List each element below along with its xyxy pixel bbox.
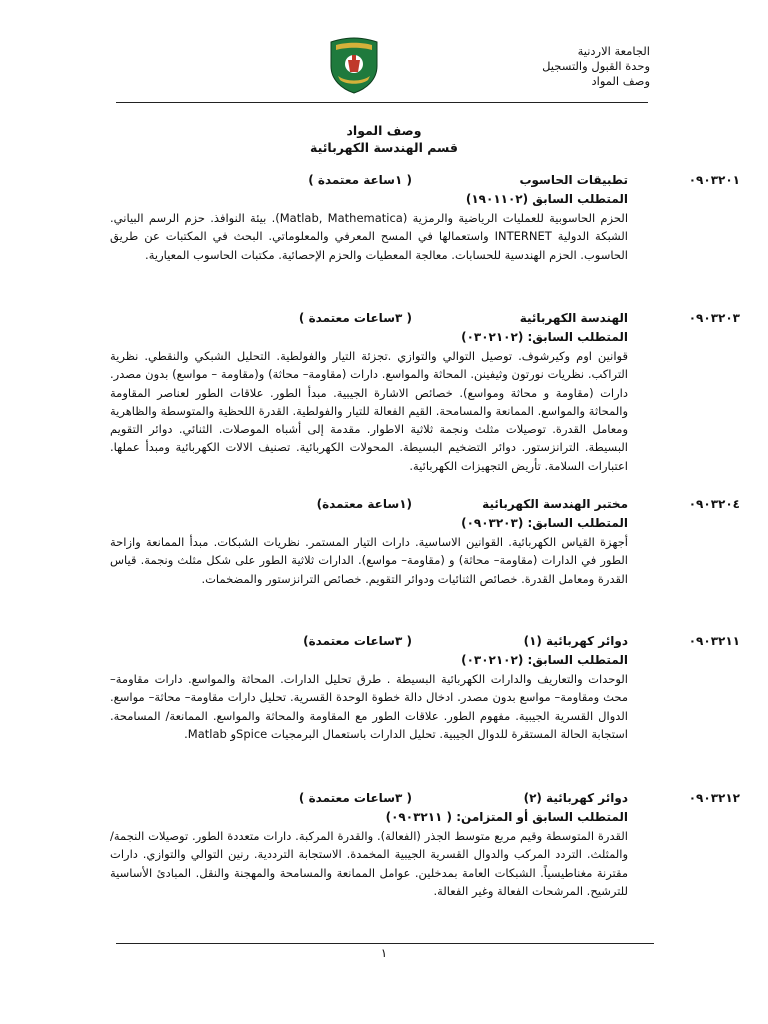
course-description: الحزم الحاسوبية للعمليات الرياضية والرمزية (Matlab, Mathematica). بيئة النوافذ. حزم الرسم البياني. الشبكة الدولية INTERNET واستعمالها في المسح المعرفي والمعلوماتي. البحث في المكتبات عن طريق الحاسوب. الحزم الهندسية للحسابات. معالجة المعطيات والحزم الإحصائية. مكتبات الحاسوب المعيارية. <box>110 211 629 262</box>
course-description: أجهزة القياس الكهربائية. القوانين الاساسية. دارات التيار المستمر. نظريات الشبكات. مبدأ الممانعة وازاحة الطور في الدارات (مقاومة– محاثة) و (مقاومة– مواسع). الدارات ثلاثية الطور على شكل مثلث ونجمة. قياس القدرة ومعامل القدرة. خصائص الثنائيات ودوائر التقويم. خصائص الترانزستور والمضخمات. <box>110 535 628 586</box>
course-code: ٠٩٠٣٢١٢ <box>688 791 740 805</box>
course-block <box>110 634 740 743</box>
course-code: ٠٩٠٣٢٠٣ <box>688 311 740 325</box>
course-header <box>110 173 740 191</box>
course-header <box>110 497 740 515</box>
course-prerequisite: المتطلب السابق أو المتزامن: ( ٠٩٠٣٢١١) <box>385 810 628 824</box>
course-code: ٠٩٠٣٢٠٤ <box>688 497 740 511</box>
course-credit: ( ١ساعة معتمدة ) <box>308 173 412 187</box>
course-block <box>110 791 740 900</box>
course-name: تطبيقات الحاسوب <box>519 173 628 187</box>
page-number: ١ <box>380 946 388 960</box>
course-credit: ( ٣ساعات معتمدة ) <box>298 791 412 805</box>
page-header <box>0 0 768 110</box>
course-prerequisite: المتطلب السابق: (٠٣٠٢١٠٢) <box>461 653 628 667</box>
university-name: الجامعة الاردنية <box>577 44 650 58</box>
header-divider <box>116 102 648 103</box>
course-description: الوحدات والتعاريف والدارات الكهربائية البسيطة . طرق تحليل الدارات. المحاثة والمواسع. دارات مقاومة–محث ومقاومة– مواسع بدون مصدر. ادخال دالة خطوة الوحدة القسرية. تحليل دارات مقاومة– محاثة– مواسع. الدوال القسرية الجيبية. مفهوم الطور. علاقات الطور مع المقاومة والمحاثة والمواسع. الممانعة/ المسامحة. استجابة الحالة المستقرة للدوال الجيبية. تحليل الدارات باستعمال البرمجيات Spiceو Matlab. <box>110 672 628 741</box>
document-title <box>0 122 768 156</box>
course-header <box>110 634 740 652</box>
course-header <box>110 791 740 809</box>
course-description: قوانين اوم وكيرشوف. توصيل التوالي والتوازي .تجزئة التيار والفولطية. التحليل الشبكي والنقطي. نظرية التراكب. نظريات نورتون وثيفينن. المحاثة والمواسع. دارات (مقاومة– محاثة) و(مقاومة – مواسع) بدون مصدر. دارات (مقاومة و محاثة ومواسع). خصائص الاشارة الجيبية. مبدأ الطور. علاقات الطور لعناصر المقاومة والمحاثة والمواسع. الممانعة والمسامحة. القيم الفعالة للتيار والفولطية. القدرة اللحظية والمتوسطة والظاهرية ومعامل القدرة. توصيلات مثلث ونجمة ثلاثية الاطوار. مقدمة إلى أشباه الموصلات. الثنائي. دوائر التقويم البسيطة. الترانزستور. دوائر التضخيم البسيطة. المحولات الكهربائية. تصنيف الالات الكهربائية ومبدأ عملها. اعتبارات السلامة. تأريض التجهيزات الكهربائية. <box>110 349 628 473</box>
course-credit: (١ساعة معتمدة) <box>316 497 412 511</box>
unit-name: وحدة القبول والتسجيل <box>542 59 650 73</box>
course-name: دوائر كهربائية (٢) <box>523 791 628 805</box>
title-main: وصف المواد <box>346 123 422 138</box>
course-header <box>110 311 740 329</box>
course-name: مختبر الهندسة الكهربائية <box>482 497 628 511</box>
course-block <box>110 311 740 475</box>
course-block <box>110 497 740 588</box>
title-department: قسم الهندسة الكهربائية <box>310 140 458 155</box>
course-prerequisite: المتطلب السابق: (٠٣٠٢١٠٢) <box>461 330 628 344</box>
course-credit: ( ٣ساعات معتمدة) <box>303 634 412 648</box>
section-name: وصف المواد <box>591 74 650 88</box>
course-prerequisite: المتطلب السابق (١٩٠١١٠٢) <box>465 192 628 206</box>
course-prerequisite: المتطلب السابق: (٠٩٠٣٢٠٣) <box>461 516 628 530</box>
university-logo <box>328 36 380 94</box>
course-credit: ( ٣ساعات معتمدة ) <box>298 311 412 325</box>
footer-divider <box>116 943 654 944</box>
university-info <box>390 44 650 89</box>
course-code: ٠٩٠٣٢٠١ <box>688 173 740 187</box>
course-description: القدرة المتوسطة وقيم مربع متوسط الجذر (الفعالة). والقدرة المركبة. دارات متعددة الطور. توصيلات النجمة/ والمثلث. التردد المركب والدوال القسرية الجيبية المخمدة. الاستجابة الترددية. رنين التوالي والتوازي. دارات مقترنة مغناطيسياً. الشبكات العامة بمدخلين. عوامل الممانعة والمسامحة والمهجنة والنقل. المبادئ الأساسية للترشيح. المرشحات الفعالة وغير الفعالة. <box>110 829 628 898</box>
course-block <box>110 173 740 264</box>
course-name: الهندسة الكهربائية <box>519 311 628 325</box>
course-name: دوائر كهربائية (١) <box>523 634 628 648</box>
course-code: ٠٩٠٣٢١١ <box>688 634 740 648</box>
